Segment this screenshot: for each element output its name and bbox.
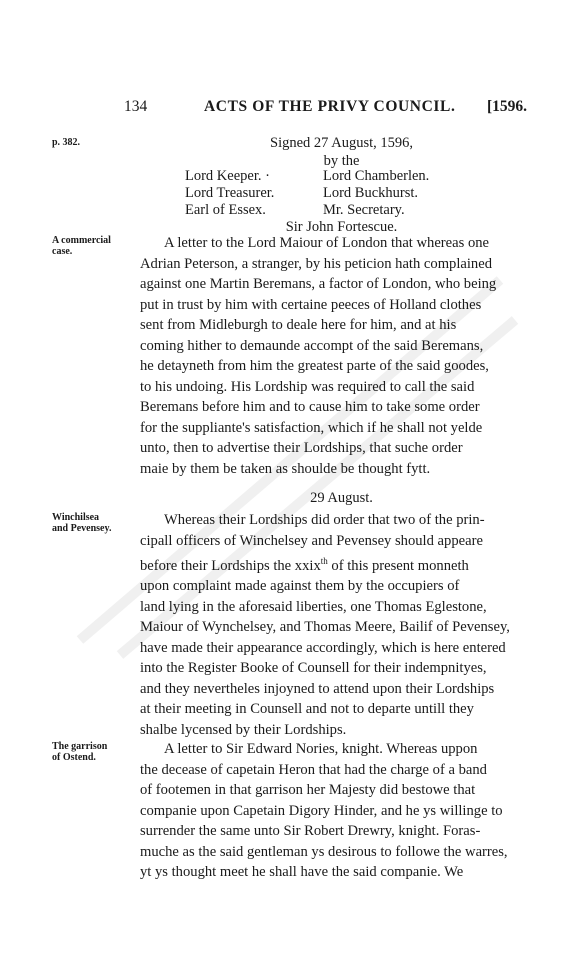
- margin-note-commercial: A commercial case.: [52, 235, 111, 257]
- signatory: Lord Treasurer.: [185, 185, 275, 201]
- signatory: Mr. Secretary.: [323, 202, 405, 218]
- date-heading: 29 August.: [310, 490, 373, 506]
- margin-note-winchilsea: Winchilsea and Pevensey.: [52, 512, 112, 534]
- signatory: Lord Chamberlen.: [323, 168, 430, 184]
- signed-by: by the: [323, 153, 360, 169]
- signatory: Lord Keeper. ·: [185, 168, 270, 184]
- paragraph-garrison: A letter to Sir Edward Nories, knight. Whereas uppon the decease of capetain Heron that had the charge of a band of footemen in that garrison her Majesty did bestowe that companie upon Capetain Digory Hinder, and he ys willinge to surrender the same unto Sir Robert Drewry, knight. Foras- muche as the said gentleman ys desirous to followe the warres, yt ys thought meet he shall have the said companie. We: [140, 741, 508, 880]
- margin-page-ref: p. 382.: [52, 137, 81, 148]
- running-year: [1596.: [487, 98, 528, 115]
- signatory: Lord Buckhurst.: [323, 185, 419, 201]
- running-title: ACTS OF THE PRIVY COUNCIL.: [204, 98, 456, 115]
- signatory-last: Sir John Fortescue.: [285, 219, 398, 235]
- margin-note-garrison: The garrison of Ostend.: [52, 741, 108, 763]
- paragraph-commercial: A letter to the Lord Maiour of London that whereas one Adrian Peterson, a stranger, by his peticion hath complained against one Martin Beremans, a factor of London, who being put in trust by him with certaine peeces of Holland clothes sent from Midleburgh to deale here for him, and at his coming hither to demaunde accompt of the said Beremans, he detayneth from him the greatest parte of the said goodes, to his undoing. His Lordship was required to call the said Beremans before him and to cause him to take some order for the suppliante's satisfaction, which if he shall not yelde unto, then to advertise their Lordships, that suche order maie by them be taken as shoulde be thought fytt.: [140, 235, 497, 477]
- signatory-row: [185, 168, 485, 185]
- signatory-row: [185, 185, 485, 202]
- paragraph-winchilsea: Whereas their Lordships did order that two of the prin- cipall officers of Winchelsey and Pevensey should appeare before their Lordships the xxix$^{th}$ of this present monneth upon complaint made against them by the occupiers of land lying in the aforesaid liberties, one Thomas Eglestone, Maiour of Wynchelsey, and Thomas Meere, Bailif of Pevensey, have made their appearance accordingly, which is here entered into the Register Booke of Counsell for their indempnityes, and they nevertheles injoyned to attend upon their Lordships at their meeting in Counsell and not to departe untill they shalbe lycensed by their Lordships.: [140, 512, 510, 738]
- signed-date: Signed 27 August, 1596,: [270, 135, 413, 151]
- signatory-row: [185, 202, 485, 219]
- page-number: 134: [124, 98, 148, 115]
- signatories-list: [185, 168, 485, 219]
- signatory: Earl of Essex.: [185, 202, 266, 218]
